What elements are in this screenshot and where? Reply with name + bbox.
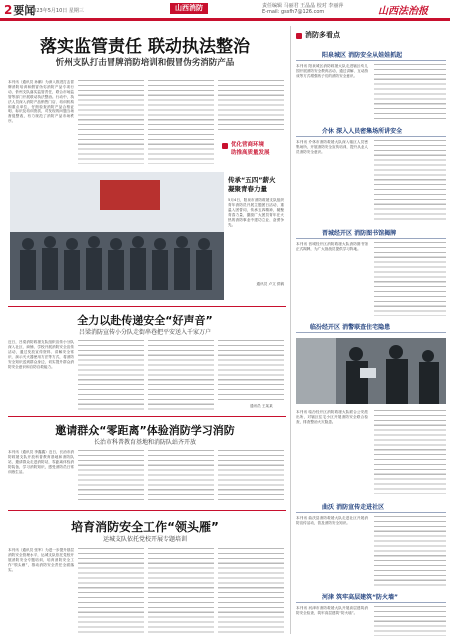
side-title-2: 凝聚青春力量 bbox=[228, 185, 267, 193]
story3-body: 本刊讯（通讯员 李鑫鑫）近日，长治市消防救援支队开放科普教育基地和消防队站，邀请群众走进消防站，零距离体验消防装备，学习消防知识，感受消防员日常训练生活。 bbox=[8, 450, 74, 474]
story4-subhead: 运城支队依托党校开展专题培训 bbox=[102, 536, 187, 543]
page-number: 2要闻 bbox=[4, 3, 36, 17]
story2-body: 近日，吕梁消防救援支队组织宣传小分队深入社区、商铺、学校开展消防安全宣传活动，通过发放宣传资料、讲解安全常识、演示灭火器使用方法等方式，将消防安全知识送到群众身边，切实提升群众消防安全意识和自防自救能力。 bbox=[8, 340, 74, 369]
story3-col2 bbox=[78, 450, 144, 504]
lead-body-col2 bbox=[78, 80, 144, 164]
rc-section-body-4: 本刊讯 临汾经开区消防救援大队联合公安派出所，对辖区住宅小区开展消防安全联合检查，排查整治火灾隐患。 bbox=[296, 410, 368, 424]
divider-1 bbox=[8, 306, 286, 307]
rc-section-head-1: 阳泉城区 消防安全从娃娃抓起 bbox=[322, 52, 403, 59]
rc-rule-6 bbox=[296, 602, 446, 603]
rc-rule-3 bbox=[296, 238, 446, 239]
editor-line: 责任编辑 马丽君 王晶晶 校对 李丽萍 bbox=[262, 3, 344, 9]
rc-rule-4 bbox=[296, 332, 446, 333]
story3-col4 bbox=[218, 450, 284, 504]
feature-bullet-icon bbox=[222, 143, 228, 149]
column-rule bbox=[290, 26, 291, 634]
photo-side-caption bbox=[228, 176, 284, 300]
rc-rule-2 bbox=[296, 136, 446, 137]
rc-section-head-6: 河津 筑牢高层建筑“防火墙” bbox=[322, 594, 398, 601]
rc-section-col-3 bbox=[374, 242, 446, 316]
rc-section-body-6: 本刊讯 河津市消防救援大队开展高层建筑消防安全检查，筑牢高层建筑“防火墙”。 bbox=[296, 606, 368, 615]
rc-section-head-2: 介休 深入人员密集场所讲安全 bbox=[322, 128, 403, 135]
story2-col4 bbox=[218, 340, 284, 402]
rc-section-body-5: 本刊讯 曲沃县消防救援大队走进社区开展消防宣传活动，普及消防安全知识。 bbox=[296, 516, 368, 525]
rc-section-head-5: 曲沃 消防宣传走进社区 bbox=[322, 504, 385, 511]
story2-col3 bbox=[148, 340, 214, 410]
group-photo bbox=[10, 172, 224, 300]
story4-headline: 培育消防安全工作“领头雁” bbox=[71, 520, 219, 534]
title-bullet-icon bbox=[296, 33, 302, 39]
email-line: E-mail: gssfh7@126.com bbox=[262, 9, 325, 15]
rc-rule-5 bbox=[296, 512, 446, 513]
story4-col2 bbox=[78, 548, 144, 634]
side-credit: 通讯员 卢文 供稿 bbox=[256, 282, 284, 286]
story2-credit: 通讯员 王某某 bbox=[250, 404, 273, 408]
rc-section-head-4: 临汾经开区 消警联查住宅隐患 bbox=[310, 324, 391, 331]
story2-subhead: 吕梁消防宣传小分队走街串巷把平安送入千家万户 bbox=[78, 329, 211, 336]
story2-col2 bbox=[78, 340, 144, 410]
story4-body: 本刊讯（通讯员 张军）为进一步提升基层消防安全管理水平，运城支队依托党校开展消防安全专题培训，培育消防安全工作“领头雁”，推动消防安全责任全面落实。 bbox=[8, 548, 74, 572]
side-title-1: 传承“五四”薪火 bbox=[228, 176, 276, 184]
logo-right: 山西法治报 bbox=[378, 6, 428, 17]
story2-headline: 全力以赴传递安全“好声音” bbox=[77, 314, 213, 327]
side-caption-text: 5月4日，阳泉市消防救援支队组织青年消防员开展主题团日活动，重温入团誓词，传承五四精神，凝聚青春力量，激励广大团员青年在火热的消防事业中建功立业、奋勇争先。 bbox=[228, 198, 284, 227]
lead-body: 本刊讯（通讯员 孙鹏）为深入推进打击冒牌消防培训和假冒伪劣消防产品专项行动，忻州支队落实监管责任，联合市场监管等部门开展联动执法整治。行动中，执法人员深入消防产品销售门店、培训机构和重点单位，仔细检查消防产品合格证明、标识及培训资质，对发现的问题当场督促整改，有力规范了消防产品市场秩序。 bbox=[8, 80, 74, 124]
story3-subhead: 长治市科普教育基地和消防队站齐开放 bbox=[93, 439, 196, 446]
lead-body-col4 bbox=[218, 80, 284, 132]
date-line: 2023年5月10日 星期三 bbox=[30, 8, 84, 14]
rc-section-body-2: 本刊讯 介休市消防救援大队深入辖区人员密集场所，开展消防安全宣传培训，提升从业人员消防安全意识。 bbox=[296, 140, 368, 154]
rc-section-col-5 bbox=[374, 516, 446, 586]
header-rule bbox=[0, 18, 450, 21]
story4-col3 bbox=[148, 548, 214, 634]
rc-rule-1 bbox=[296, 60, 446, 61]
feature-label-1: 优化营商环境 bbox=[231, 142, 265, 148]
feature-label bbox=[222, 140, 282, 162]
rc-section-body-3: 本刊讯 晋城经开区消防救援大队消防图书馆正式揭牌，为广大指战员提供学习阵地。 bbox=[296, 242, 368, 251]
lead-body-col3 bbox=[148, 80, 214, 164]
story3-headline: 邀请群众“零距离”体验消防学习消防 bbox=[55, 424, 235, 437]
story3-col3 bbox=[148, 450, 214, 504]
divider-2 bbox=[8, 416, 286, 417]
rc-section-col-1 bbox=[374, 64, 446, 120]
lead-subhead: 忻州支队打击冒牌消防培训和假冒伪劣消防产品 bbox=[55, 58, 235, 68]
group-photo-figures bbox=[10, 172, 224, 300]
rc-section-col-6 bbox=[374, 606, 446, 636]
rc-section-col-4 bbox=[374, 410, 446, 494]
rc-section-body-1: 本刊讯 阳泉城区消防救援大队走进辖区幼儿园开展消防安全教育活动，通过讲解、互动游戏等方式增强孩子们的消防安全意识。 bbox=[296, 64, 368, 78]
inspection-photo-figures bbox=[296, 338, 446, 404]
inspection-photo bbox=[296, 338, 446, 404]
feature-label-2: 助推高质量发展 bbox=[231, 150, 270, 156]
story4-col4 bbox=[218, 548, 284, 634]
logo-left: 山西消防 bbox=[170, 3, 208, 14]
rc-section-head-3: 晋城经开区 消防图书馆揭牌 bbox=[322, 230, 397, 237]
right-col-title: 消防多看点 bbox=[296, 30, 446, 42]
lead-headline: 落实监管责任 联动执法整治 bbox=[40, 37, 250, 57]
rc-section-col-2 bbox=[374, 140, 446, 220]
divider-3 bbox=[8, 510, 286, 511]
